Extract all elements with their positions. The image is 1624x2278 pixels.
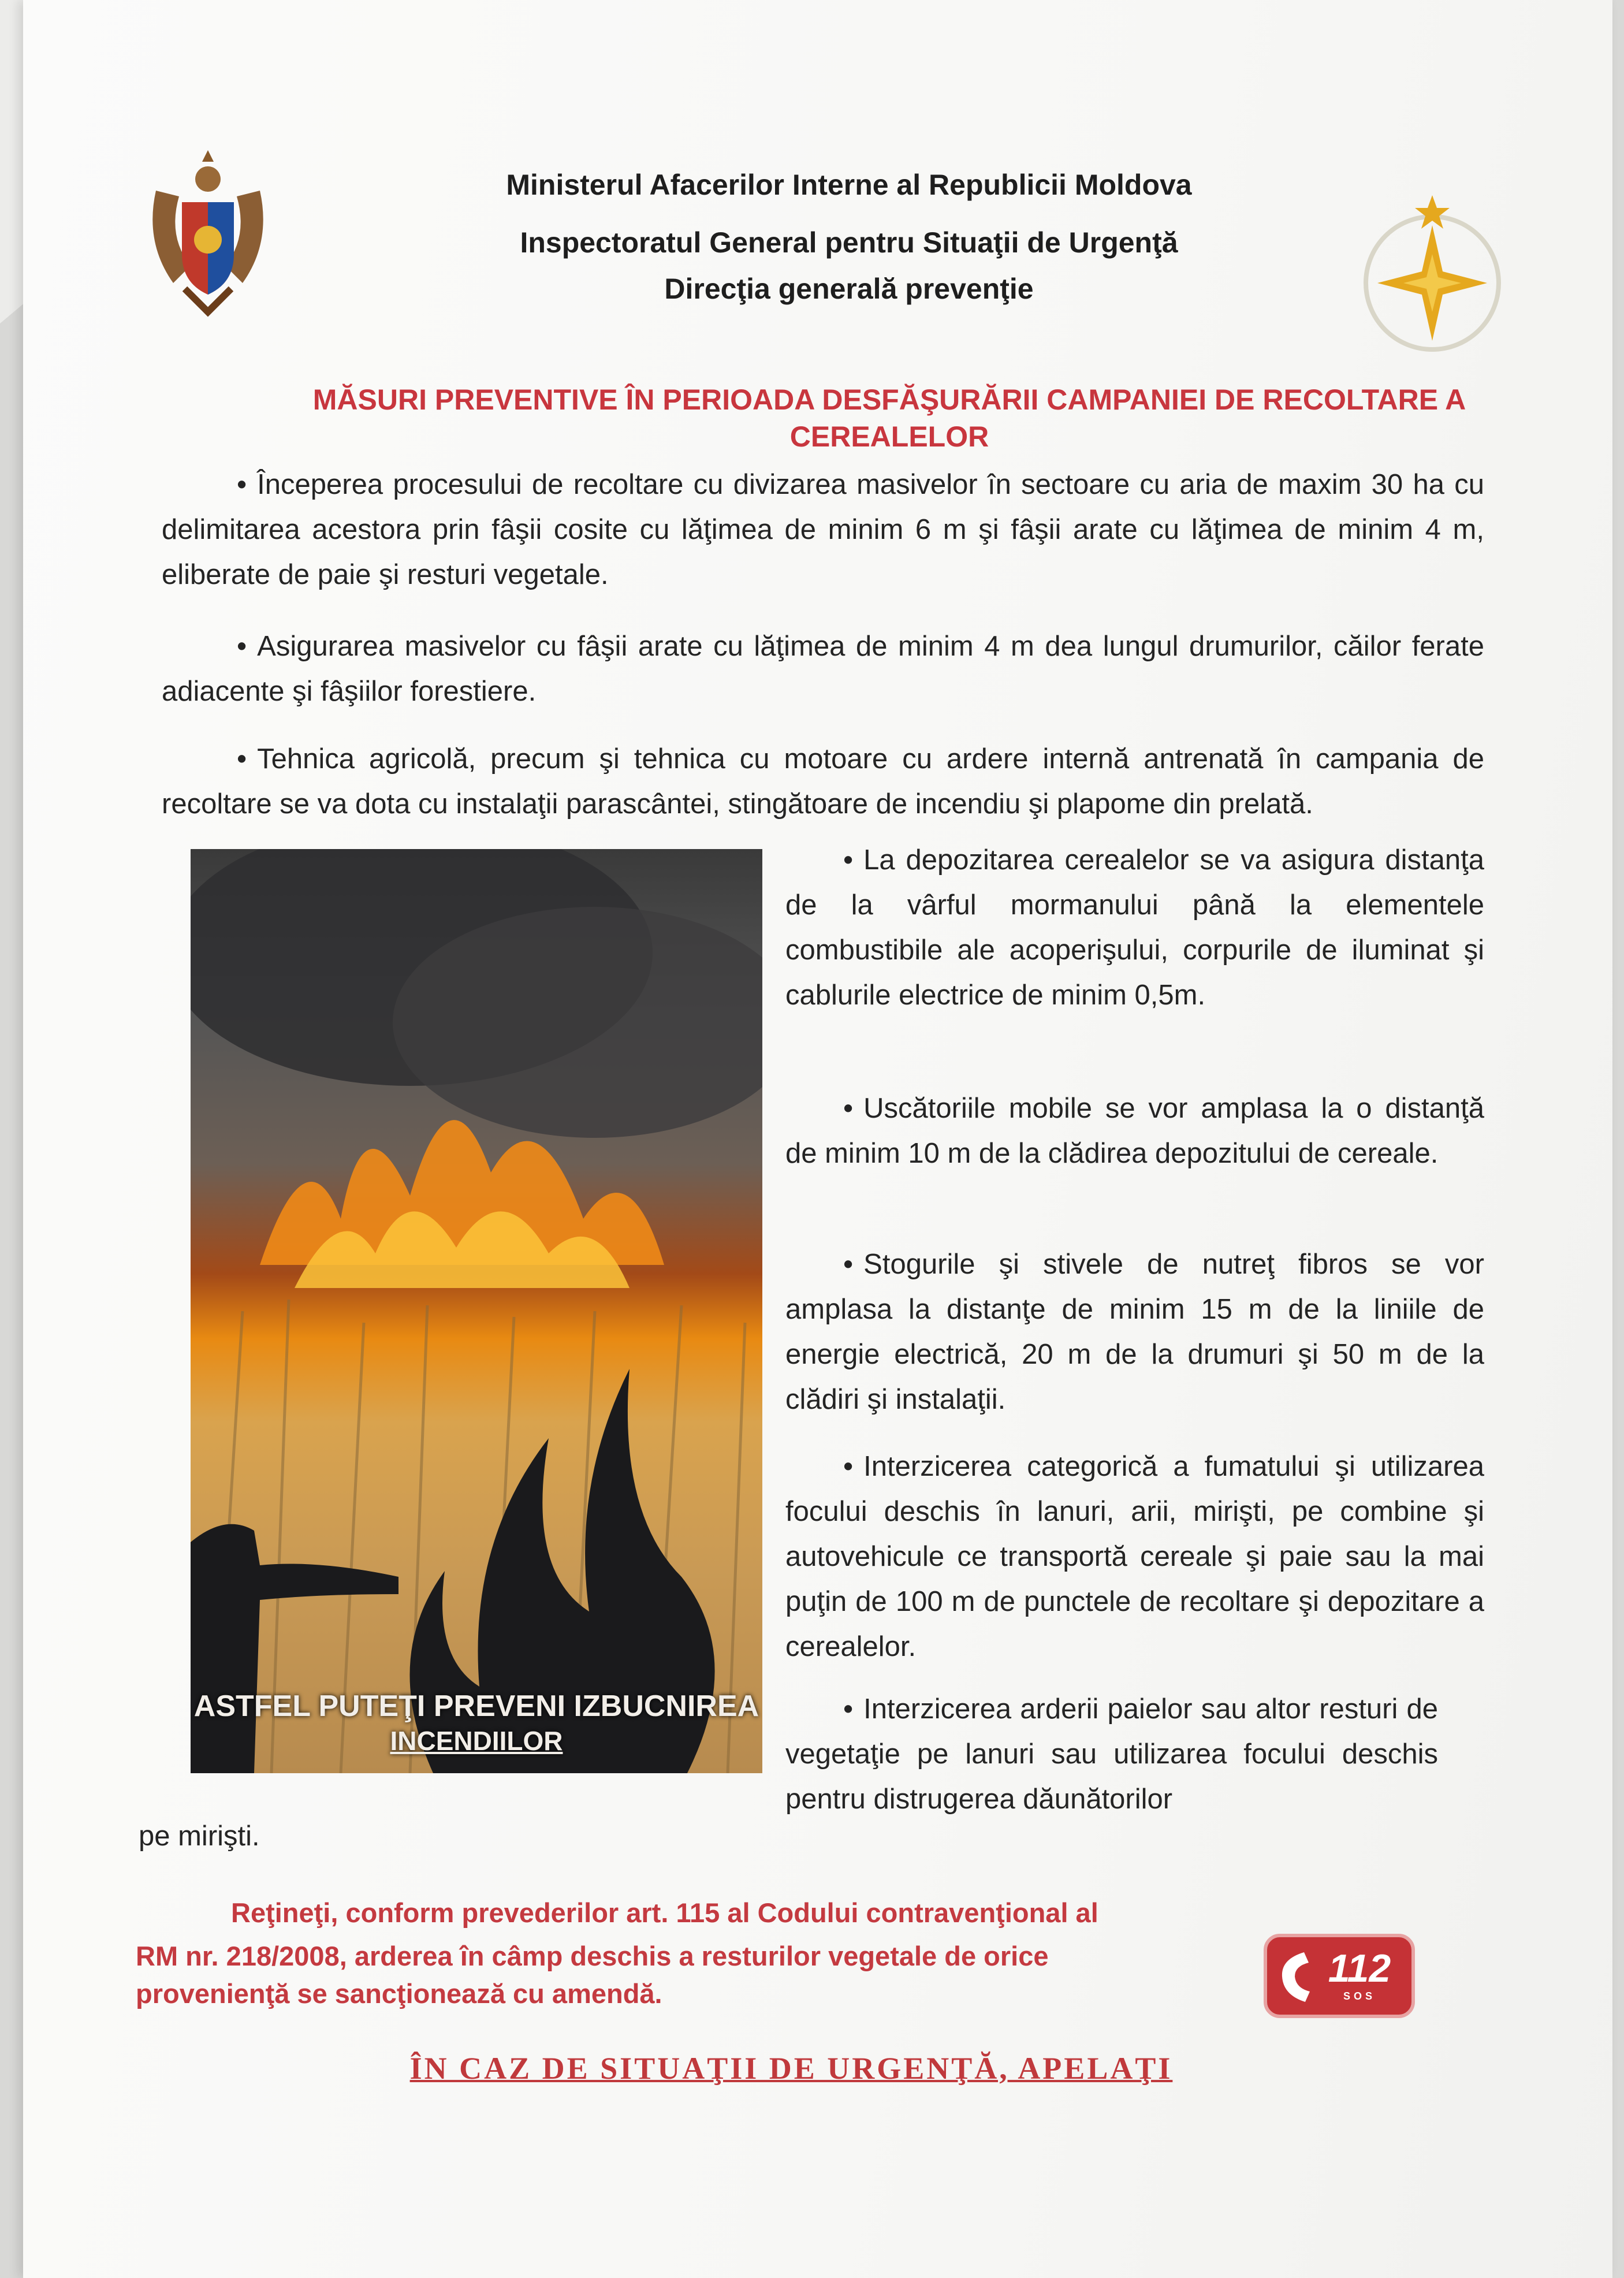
moldova-coat-of-arms-icon (139, 139, 277, 323)
emergency-112-badge (1264, 1934, 1415, 2018)
bullet-paragraph (162, 624, 1484, 714)
bullet-dot: • (843, 1249, 854, 1280)
bullet-paragraph (785, 1242, 1484, 1422)
bullet-text: La depozitarea cerealelor se va asigura distanţa de la vârful mormanului până la elementele combustibile ale acoperişului, corpurile de iluminat şi cablurile electrice de minim 0,5m. (785, 844, 1484, 1011)
bullet-text: Interzicerea arderii paielor sau altor resturi de vegetaţie pe lanuri sau utilizarea focului deschis pentru distrugerea dăunătorilor (785, 1693, 1438, 1815)
bullet-text: Începerea procesului de recoltare cu divizarea masivelor în sectoare cu aria de maxim 30 ha cu delimitarea acestora prin fâşii cosite cu lăţimea de minim 6 m şi fâşii arate cu lăţimea de minim 4 m, eliberate de paie şi resturi vegetale. (162, 469, 1484, 590)
fire-prevention-poster (191, 849, 762, 1773)
bullet-dot: • (843, 1093, 854, 1124)
phone-112-icon (1275, 1948, 1316, 2005)
poster-caption-cont: INCENDIILOR (390, 1726, 563, 1756)
legal-note: Reţineţi, conform prevederilor art. 115 al Codului contravenţional al (231, 1897, 1098, 1928)
bullet-text: Tehnica agricolă, precum şi tehnica cu motoare cu ardere internă antrenată în campania de recoltare se va dota cu instalaţii parascântei, stingătoare de incendiu şi plapome din prelată. (162, 743, 1484, 820)
legal-note-cont: RM nr. 218/2008, arderea în câmp deschis a resturilor vegetale de orice (136, 1941, 1049, 1971)
bullet-paragraph (785, 838, 1484, 1018)
badge-number: 112 (1328, 1946, 1391, 1990)
document-title-cont: CEREALELOR (789, 420, 989, 453)
bullet-dot: • (237, 631, 247, 662)
wheat-fire-illustration (191, 849, 762, 1773)
header-inspectorate: Inspectoratul General pentru Situaţii de Urgenţă (520, 226, 1178, 259)
document-page (23, 0, 1612, 2278)
igsu-emblem-icon (1357, 185, 1507, 358)
bullet-dot: • (843, 844, 854, 876)
bullet-dot: • (237, 469, 247, 500)
bullet-paragraph (162, 462, 1484, 597)
bullet-continuation: pe mirişti. (139, 1821, 260, 1852)
bullet-dot: • (237, 743, 247, 775)
header-ministry: Ministerul Afacerilor Interne al Republicii Moldova (506, 169, 1192, 201)
header-directorate: Direcţia generală prevenţie (664, 273, 1034, 305)
bullet-paragraph (785, 1444, 1484, 1669)
bullet-paragraph (162, 736, 1484, 827)
bullet-dot: • (843, 1693, 854, 1725)
legal-note-cont: provenienţă se sancţionează cu amendă. (136, 1978, 662, 2009)
badge-sub: SOS (1343, 1990, 1376, 2002)
bullet-text: Stogurile şi stivele de nutreţ fibros se vor amplasa la distanţe de minim 15 m de la liniile de energie electrică, 20 m de la drumuri şi 50 m de la clădiri şi instalaţii. (785, 1249, 1484, 1415)
footer-call-to-action: ÎN CAZ DE SITUAŢII DE URGENŢĂ, APELAŢI (409, 2051, 1173, 2086)
document-title: MĂSURI PREVENTIVE ÎN PERIOADA DESFĂŞURĂRII CAMPANIEI DE RECOLTARE A (312, 384, 1466, 416)
bullet-paragraph (785, 1687, 1438, 1822)
bullet-text: Uscătoriile mobile se vor amplasa la o distanţă de minim 10 m de la clădirea depozitului de cereale. (785, 1093, 1484, 1169)
bullet-text: Interzicerea categorică a fumatului şi utilizarea focului deschis în lanuri, arii, mirişti, pe combine şi autovehicule ce transportă cereale şi paie sau la mai puţin de 100 m de punctele de recoltare şi depozitare a cerealelor. (785, 1451, 1484, 1662)
poster-caption: ASTFEL PUTEŢI PREVENI IZBUCNIREA (193, 1689, 759, 1723)
bullet-paragraph (785, 1086, 1484, 1176)
bullet-dot: • (843, 1451, 854, 1482)
bullet-text: Asigurarea masivelor cu fâşii arate cu lăţimea de minim 4 m dea lungul drumurilor, căilor ferate adiacente şi fâşiilor forestiere. (162, 631, 1484, 707)
